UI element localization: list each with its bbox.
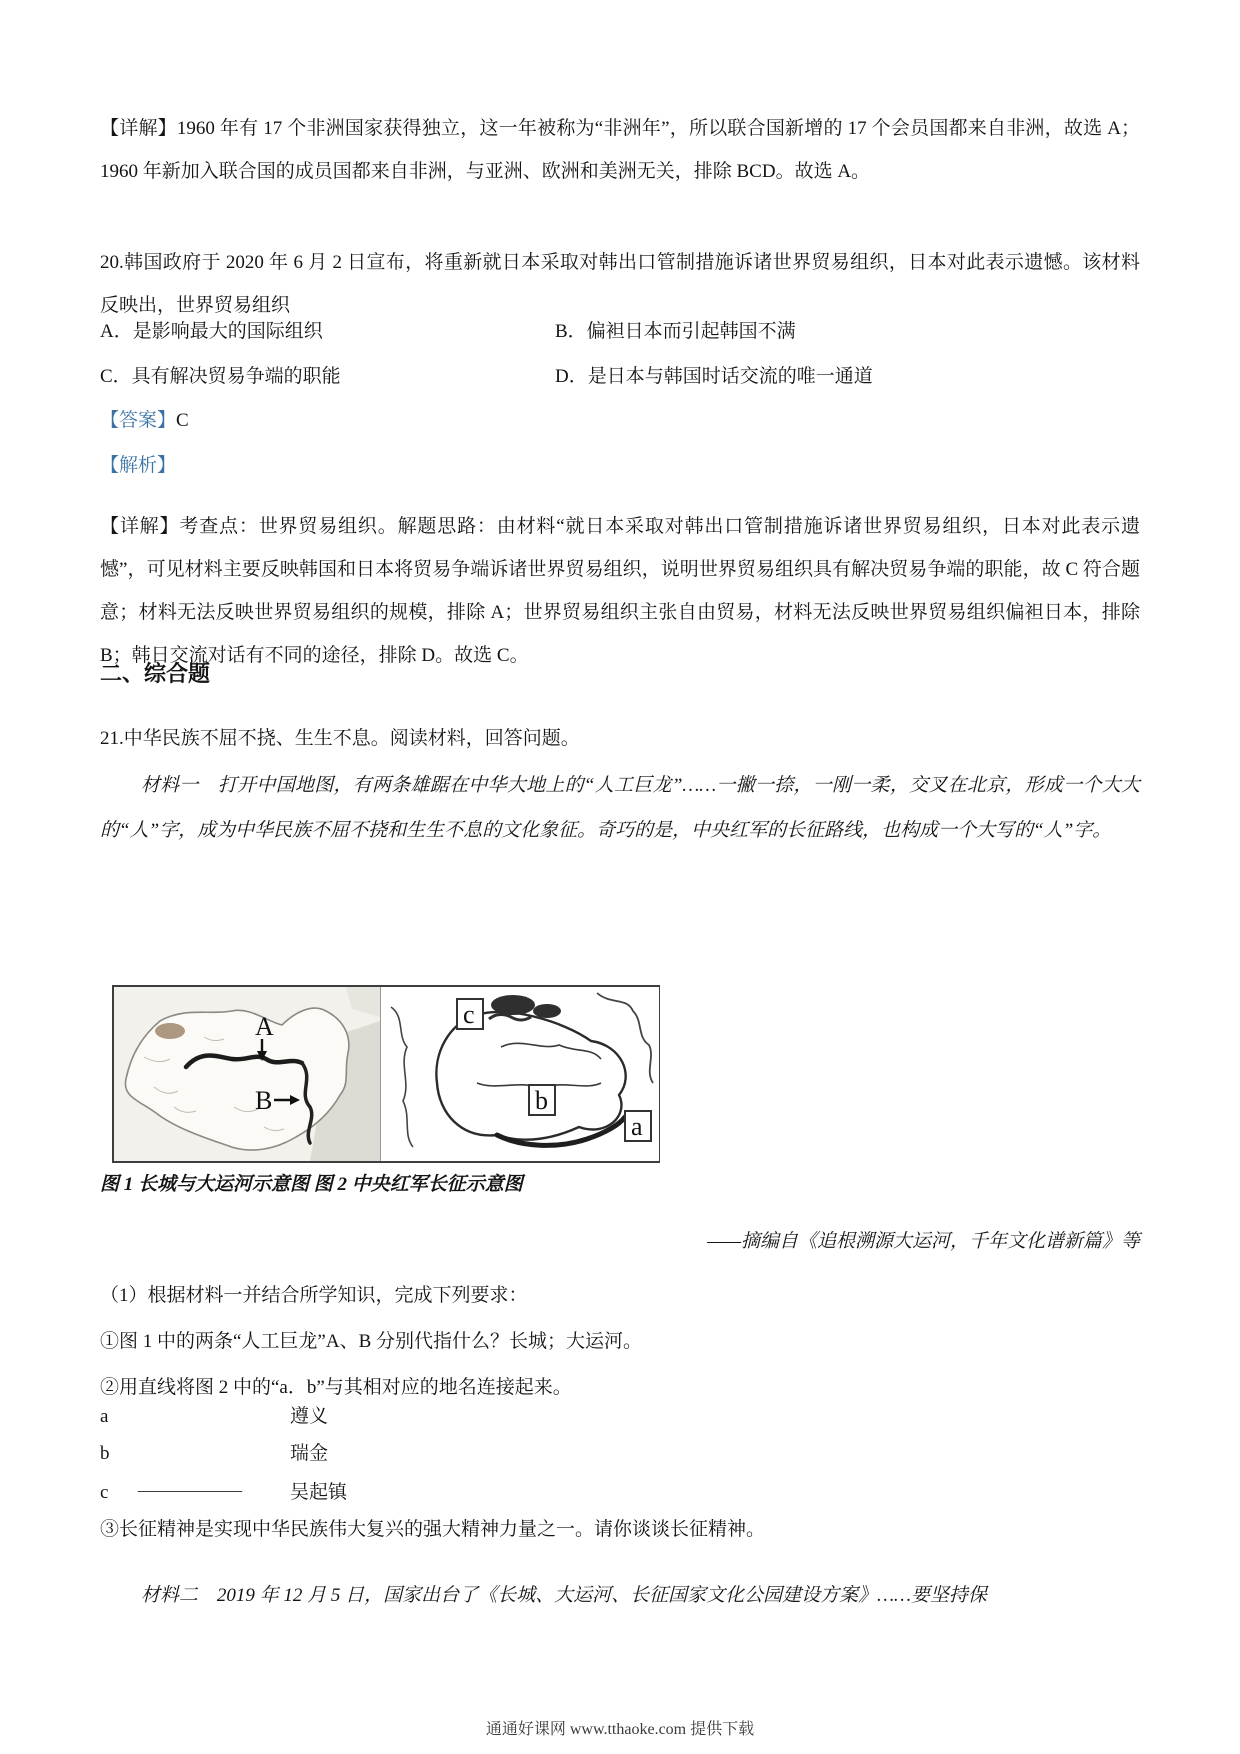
analysis-label: 【解析】 bbox=[100, 455, 177, 476]
material1-source: ——摘编自《追根溯源大运河，千年文化谱新篇》等 bbox=[707, 1231, 1140, 1252]
q21-sub1: ①图 1 中的两条“人工巨龙”A、B 分别代指什么？长城；大运河。 bbox=[100, 1331, 643, 1352]
q20-stem: 20.韩国政府于 2020 年 6 月 2 日宣布，将重新就日本采取对韩出口管制措施诉诸世界贸易组织，日本对此表示遗憾。该材料反映出，世界贸易组织 bbox=[100, 252, 1140, 316]
answer-value: C bbox=[176, 410, 189, 431]
match-key-c: c bbox=[100, 1482, 109, 1503]
map1-label-b: B bbox=[255, 1086, 273, 1115]
map2-long-march bbox=[381, 987, 659, 1161]
match-key-a: a bbox=[100, 1406, 109, 1427]
match-connection-line: —————— bbox=[138, 1480, 240, 1501]
match-row-b bbox=[100, 1435, 1140, 1472]
q20-option-c: C．具有解决贸易争端的职能 bbox=[100, 366, 341, 387]
map2-drawing bbox=[381, 987, 659, 1161]
q20-answer-line bbox=[100, 399, 1140, 442]
match-place-ruijin: 瑞金 bbox=[290, 1443, 329, 1464]
q20-analysis-line bbox=[100, 444, 1140, 487]
q20-option-a: A．是影响最大的国际组织 bbox=[100, 321, 323, 342]
match-key-b: b bbox=[100, 1443, 110, 1464]
q21-material1: 材料一 打开中国地图，有两条雄踞在中华大地上的“人工巨龙”……一撇一捺，一刚一柔，交叉在北京，形成一个大大的“人”字，成为中华民族不屈不挠和生生不息的文化象征。奇巧的是，中央红军的长征路线，也构成一个大写的“人”字。 bbox=[100, 775, 1140, 841]
q21-material2: 材料二 2019 年 12 月 5 日，国家出台了《长城、大运河、长征国家文化公园建设方案》……要坚持保 bbox=[140, 1585, 987, 1606]
map1-great-wall-grand-canal bbox=[114, 987, 381, 1161]
match-row-c bbox=[100, 1472, 1140, 1511]
match-row-a bbox=[100, 1398, 1140, 1435]
figure-caption: 图 1 长城与大运河示意图 图 2 中央红军长征示意图 bbox=[100, 1174, 523, 1195]
map1-drawing bbox=[114, 987, 380, 1161]
page-footer: 通通好课网 www.tthaoke.com 提供下载 bbox=[485, 1721, 755, 1738]
match-place-wuqizhen: 吴起镇 bbox=[290, 1482, 348, 1503]
q20-options-row-ab bbox=[100, 310, 1140, 353]
q20-options-row-cd bbox=[100, 355, 1140, 398]
q19-detail-paragraph: 【详解】1960 年有 17 个非洲国家获得独立，这一年被称为“非洲年”，所以联合国新增的 17 个会员国都来自非洲，故选 A；1960 年新加入联合国的成员国都来自非洲，与亚洲、欧洲和美洲无关，排除 BCD。故选 A。 bbox=[100, 118, 1140, 182]
match-list bbox=[100, 1398, 1140, 1511]
figure-maps bbox=[112, 985, 660, 1163]
answer-label: 【答案】 bbox=[100, 410, 177, 431]
q21-sub2: ②用直线将图 2 中的“a．b”与其相对应的地名连接起来。 bbox=[100, 1377, 572, 1398]
q20-option-b: B．偏袒日本而引起韩国不满 bbox=[555, 321, 796, 342]
map2-label-a: a bbox=[631, 1112, 643, 1141]
q21-sub3: ③长征精神是实现中华民族伟大复兴的强大精神力量之一。请你谈谈长征精神。 bbox=[100, 1519, 766, 1540]
q21-part1: （1）根据材料一并结合所学知识，完成下列要求： bbox=[100, 1285, 528, 1306]
map1-label-a: A bbox=[255, 1012, 274, 1041]
q21-stem: 21.中华民族不屈不挠、生生不息。阅读材料，回答问题。 bbox=[100, 728, 580, 749]
map2-label-c: c bbox=[463, 1000, 475, 1029]
match-place-zunyi: 遵义 bbox=[290, 1406, 329, 1427]
map2-label-b: b bbox=[535, 1086, 548, 1115]
q20-option-d: D．是日本与韩国时话交流的唯一通道 bbox=[555, 366, 873, 387]
section-heading: 二、综合题 bbox=[100, 661, 211, 686]
q20-detail-paragraph: 【详解】考查点：世界贸易组织。解题思路：由材料“就日本采取对韩出口管制措施诉诸世界贸易组织，日本对此表示遗憾”，可见材料主要反映韩国和日本将贸易争端诉诸世界贸易组织，说明世界贸易组织具有解决贸易争端的职能，故 C 符合题意；材料无法反映世界贸易组织的规模，排除 A；世界贸易组织主张自由贸易，材料无法反映世界贸易组织偏袒日本，排除 B；韩日交流对话有不同的途径，排除 D。故选 C。 bbox=[100, 516, 1140, 666]
